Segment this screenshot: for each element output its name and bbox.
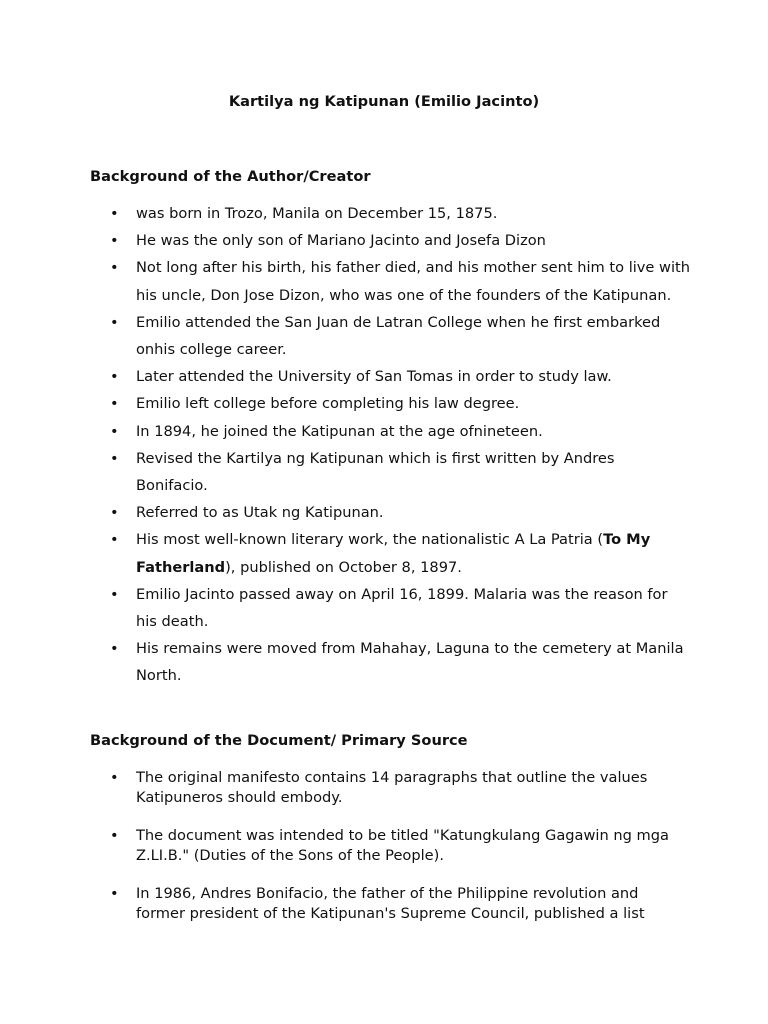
list-item [90,826,690,866]
section-heading-author: Background of the Author/Creator [90,168,371,185]
list-item [90,200,690,227]
list-item-text: Emilio left college before completing his law degree. [136,395,520,413]
list-item [90,635,690,689]
list-item [90,227,690,254]
list-item [90,884,690,924]
list-item [90,254,690,308]
list-item [90,418,690,445]
list-item-text: The original manifesto contains 14 paragraphs that outline the values Katipuneros should embody. [136,769,648,806]
section-heading-document: Background of the Document/ Primary Source [90,732,468,749]
document-title: Kartilya ng Katipunan (Emilio Jacinto) [228,93,540,110]
list-item-text-pre: His most well-known literary work, the nationalistic A La Patria ( [136,531,604,549]
list-item-text: Emilio Jacinto passed away on April 16, 1899. Malaria was the reason for his death. [136,585,668,631]
list-item [90,390,690,417]
list-item [90,768,690,808]
list-item [90,445,690,499]
author-bullet-list [90,200,690,690]
list-item [90,581,690,635]
list-item [90,363,690,390]
list-item-text: He was the only son of Mariano Jacinto and Josefa Dizon [136,232,546,250]
list-item [90,309,690,363]
list-item-text: was born in Trozo, Manila on December 15, 1875. [136,205,498,222]
list-item [90,499,690,526]
list-item-text: Revised the Kartilya ng Katipunan which is first written by Andres Bonifacio. [136,449,615,495]
list-item-text: His remains were moved from Mahahay, Laguna to the cemetery at Manila North. [136,640,684,685]
list-item-text: In 1894, he joined the Katipunan at the age ofnineteen. [136,422,543,440]
list-item-text: Not long after his birth, his father died, and his mother sent him to live with his uncle, Don Jose Dizon, who was one of the founders of the Katipunan. [136,259,691,304]
list-item [90,526,690,580]
list-item-text: In 1986, Andres Bonifacio, the father of the Philippine revolution and former president of the Katipunan's Supreme Council, published a list [136,885,645,922]
list-item-text: Emilio attended the San Juan de Latran College when he first embarked onhis college career. [136,313,661,359]
list-item-text: The document was intended to be titled "Katungkulang Gagawin ng mga Z.LI.B." (Duties of the Sons of the People). [136,827,669,864]
list-item-text: Referred to as Utak ng Katipunan. [136,504,384,522]
list-item-text: Later attended the University of San Tomas in order to study law. [136,368,612,386]
list-item-text-post: ), published on October 8, 1897. [225,558,462,576]
document-bullet-list [90,768,690,942]
list-item-text-bold: To My Fatherland [136,531,651,576]
